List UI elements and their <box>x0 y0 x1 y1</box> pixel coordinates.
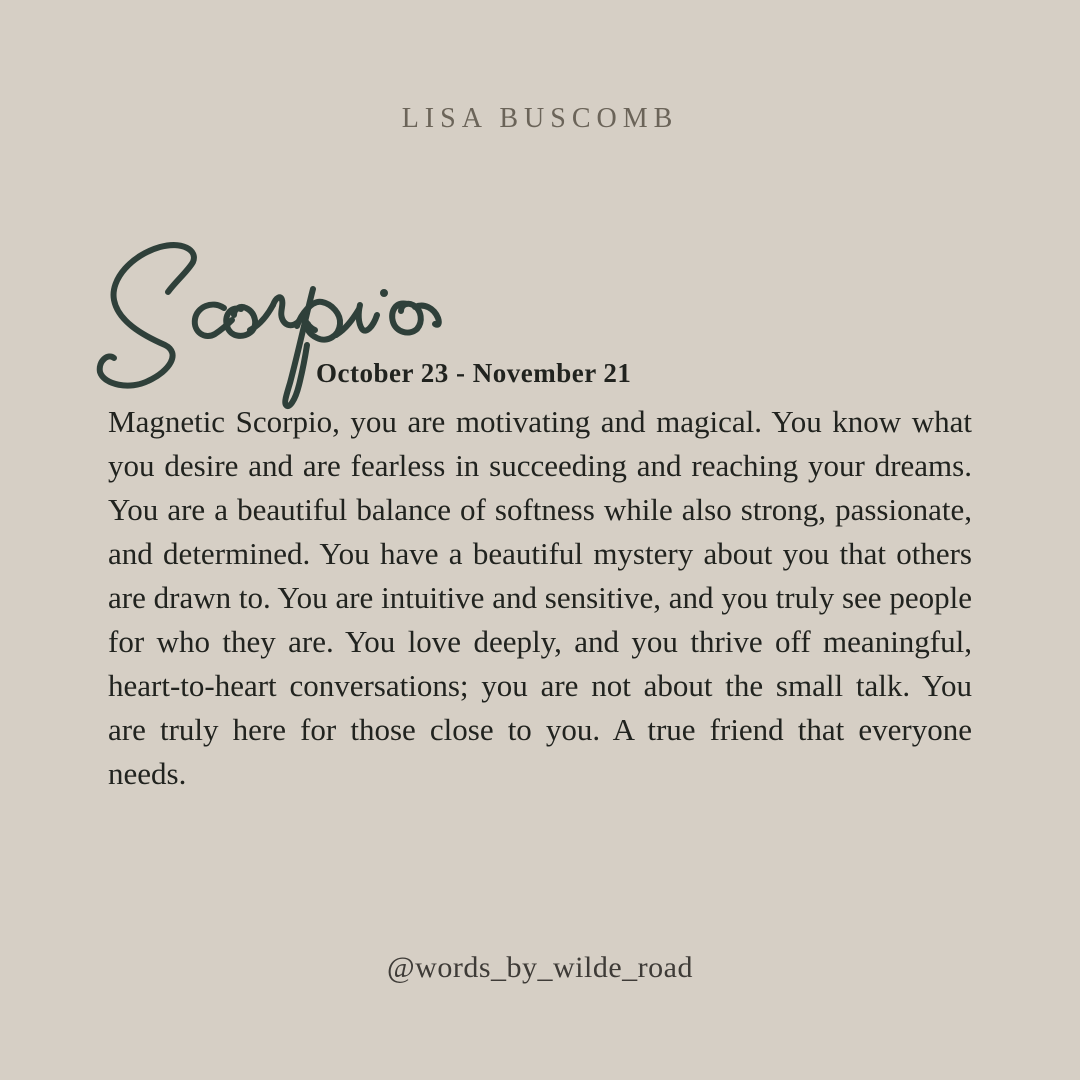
script-letter-i <box>359 305 377 331</box>
sign-description-paragraph: Magnetic Scorpio, you are motivating and magical. You know what you desire and are fearless in succeeding and reaching your dreams. You are a beautiful balance of softness while also strong, passionate, and determined. You have a beautiful mystery about you that others are drawn to. You are intuitive and sensitive, and you truly see people for who they are. You love deeply, and you thrive off meaningful, heart-to-heart conversations; you are not about the small talk. You are truly here for those close to you. A true friend that everyone needs. <box>108 404 972 791</box>
social-handle: @words_by_wilde_road <box>387 951 693 984</box>
script-i-dot <box>380 289 388 297</box>
brand-header: LISA BUSCOMB <box>401 103 679 134</box>
script-letter-s <box>100 245 194 385</box>
sign-date-range: October 23 - November 21 <box>316 358 632 388</box>
